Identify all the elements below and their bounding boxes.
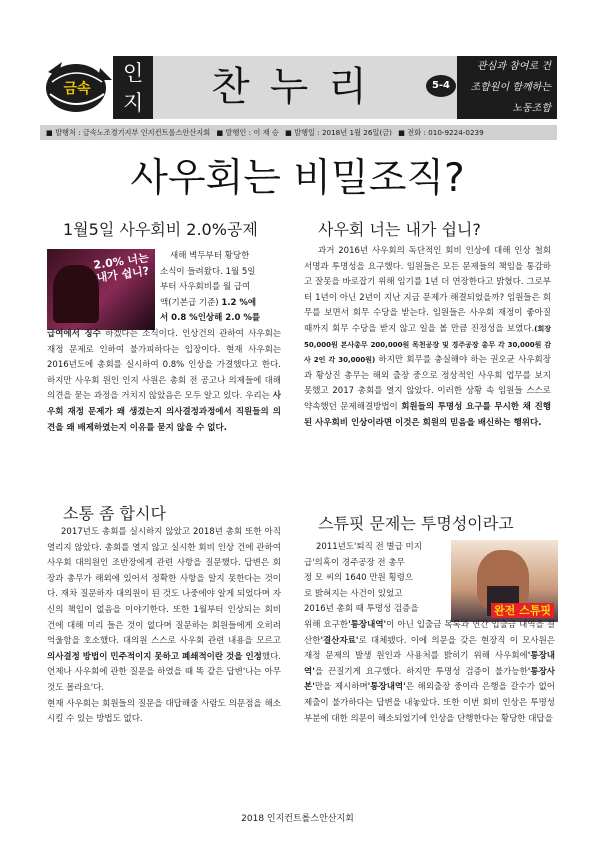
s4-rest-a: 위해 요구한 [304,620,349,630]
section-4-wrap-text [304,540,447,618]
s3-note: (회장 50,000원 본사총무 200,000원 목천공장 및 경주공장 총무 각 30,000원 감사 2인 각 30,000원) [304,324,551,365]
section-1-body [47,327,281,436]
s1-rest: 하겠다는 소식이다. 인상건의 관하여 사우회는 재정 문제로 인하여 불가피하다는 입장이다. 현재 사우회는 2016년도에 총회를 실시하여 0.8% 인상을 가결했다고 한다. 하지만 사우회 원인 인지 사원은 총회 전 공고나 의제들에 대해 의견을 묻는 과정을 거치지 않았음은 모두 알고 있다. 우리는 [47,329,281,402]
section-1-wrap-text [160,249,281,327]
s4-rest-e: 만을 제시하며 [314,682,368,693]
s1-bold-b: 급여에서 징수 [47,329,101,339]
section-3-body [304,244,551,431]
union-logo [40,58,118,116]
slogan-line-3: 노동조합 [512,103,551,114]
section-4-title: 스튜핏 문제는 투명성이라고 [318,514,514,533]
section-4-image [451,540,558,622]
s4-line-4: 로 밝혀지는 사건이 있었고 [304,588,403,599]
s1-line-3: 부터 사우회비를 월 급여 [160,282,251,293]
newsletter-title-block [153,56,425,119]
s4-line-2: 급'의혹이 경주공장 전 총무 [304,557,405,568]
s1-line-4: 액(기본급 기준) [160,297,222,308]
s4-b5: '통장내역' [367,682,406,693]
section-1-image [47,249,155,330]
s3-p1: 과거 2016년 사우회의 독단적인 회비 인상에 대해 인상 철회 서명과 투명성을 요구했다. 임원들은 모든 문제들의 책임을 통감하고 잘못을 바로잡기 위해 임기를 1년 더 연장한다고 밝혔다. 그로부터 1년이 아닌 2년이 지난 지금 문제가 해결되었을까? 임원들은 회무를 보면서 회무 수당을 받는다. 임원들은 사우회 재정이 좋아질 때까지 회무 수당을 받지 않고 일을 볼 만큼 진정성을 보였다. [304,246,551,334]
s2-p1-end: 했다. 언제나 사우회에 관한 질문을 하였을 때 똑 같은 답변'나는 아무것도 몰라요'다. [47,651,281,693]
phone: ■ 전화 : 010-9224-0239 [398,128,484,137]
slogan-line-2: 조합원이 함께하는 [470,82,551,93]
section-4-image-caption: 완전 스튜핏 [491,603,554,618]
s4-line-5: 2016년 총회 때 투명성 검증을 [304,604,419,615]
s1-line-2: 소식이 들려왔다. 1월 5일 [160,266,256,277]
slogan-block [457,56,557,119]
s4-b2: '결산자료' [320,635,359,646]
s3-p2: 하지만 회무를 충실해야 하는 권오균 사우회장과 황상진 총무는 해외 출장 중으로 정상적인 사우회 업무를 보지 못했고 2017 총회를 열지 않았다. 이러한 상황 속 임원들 스스로 약속했던 문제해결방법이 [304,355,551,412]
s4-rest-f: 은 해외출장 중이라 은행을 갈수가 없어 제출이 불가하다는 답변을 내놓았다. 또한 이번 회비 인상은 투명성 부분에 대한 의문이 해소되었기에 인상을 단행한다는 황당한 대답을 [304,682,555,724]
issuer: ■ 발행인 : 이 재 승 [216,128,279,137]
publisher: ■ 발행처 : 금속노조경기지부 인지컨트롤스안산지회 [46,128,211,137]
s4-rest-c: 로 대체됐다. 이에 의문을 갖은 현장직 이 모사원은 재정 문제의 발생 원인과 사용처를 밝히기 위해 사우회에 [304,635,555,662]
s4-rest-b: 이 아닌 입출금 목록과 연간 입출금 내역을 결산한 [304,620,556,646]
section-1-title: 1월5일 사우회비 2.0%공제 [63,220,258,239]
headline: 사우회는 비밀조직? [130,156,465,201]
publish-date: ■ 발행일 : 2018년 1월 26일(금) [285,128,392,137]
s1-line-1: 새해 벽두부터 황당한 [170,251,250,261]
publication-info-bar [40,125,557,140]
logo-text: 금속 [63,81,91,97]
issue-block [425,56,457,119]
issue-number: 5-4 [426,75,456,97]
slogan-line-1: 관심과 참여로 건 [477,61,551,72]
s4-b1: '통장내역' [348,620,387,630]
s2-bold: 의사결정 방법이 민주적이지 못하고 폐쇄적이란 것을 인정 [47,651,262,662]
section-2-body [47,525,281,728]
section-2-title: 소통 좀 합시다 [63,504,166,523]
s2-p2: 현재 사우회는 회원들의 질문을 대답해줄 사람도 의문점을 해소 시킬 수 있는 방법도 없다. [47,698,281,725]
s4-b4: '통장사본' [304,666,555,693]
section-3-title: 사우회 너는 내가 쉽니? [318,220,481,239]
s1-bold-a: 1.2 %에 [221,297,257,308]
s3-bold: 회원들의 투명성 요구를 무시한 채 진행된 사우회비 인상이라면 이것은 회원의 믿음을 배신하는 행위다. [304,401,551,428]
inji-block [113,56,153,119]
s1-bold-end: 사우회 재정 문제가 왜 생겼는지 의사결정과정에서 직원들의 의견을 왜 배제하였는지 이유를 묻지 않을 수 없다. [47,391,281,433]
section-4-body [304,618,555,727]
footer: 2018 인지컨트롤스안산지회 [241,814,354,824]
s4-b3: '통장내역' [304,651,555,677]
s4-rest-d: 을 끈질기게 요구했다. 하지만 투명성 검증이 불가능한 [314,666,528,677]
s1-line-5: 서 0.8 %인상해 2.0 %를 [160,313,261,324]
section-1-image-caption: 2.0% 너는 내가 쉽니? [92,251,150,285]
s2-p1: 2017년도 총회를 실시하지 않았고 2018년 총회 또한 아직 열리지 않았다. 총회를 열지 않고 실시한 회비 인상 건에 관하여 사우회 대의원인 조반장에게 관련 사항을 질문했다. 답변은 회장과 총무가 해외에 있어서 정확한 사항을 알지 못한다는 것이다. 재차 질문하자 대의원이 된 것도 나중에야 알게 되었다며 자신의 책임이 없음을 이야기한다. 또한 1월부터 인상되는 회비 건에 대해 미리 들은 것이 없다며 질문하는 회원들에게 오히려 억울함을 호소했다. 대의원 스스로 사우회 관련 내용을 모르고 [47,527,281,647]
s4-line-3: 정 모 씨의 1640 만원 횡령으 [304,573,414,584]
s4-line-1: 2011년도'퇴직 전 별급 미지 [316,542,422,552]
newsletter-title: 찬누리 [211,64,387,110]
inji-text: 인지 [123,61,144,115]
